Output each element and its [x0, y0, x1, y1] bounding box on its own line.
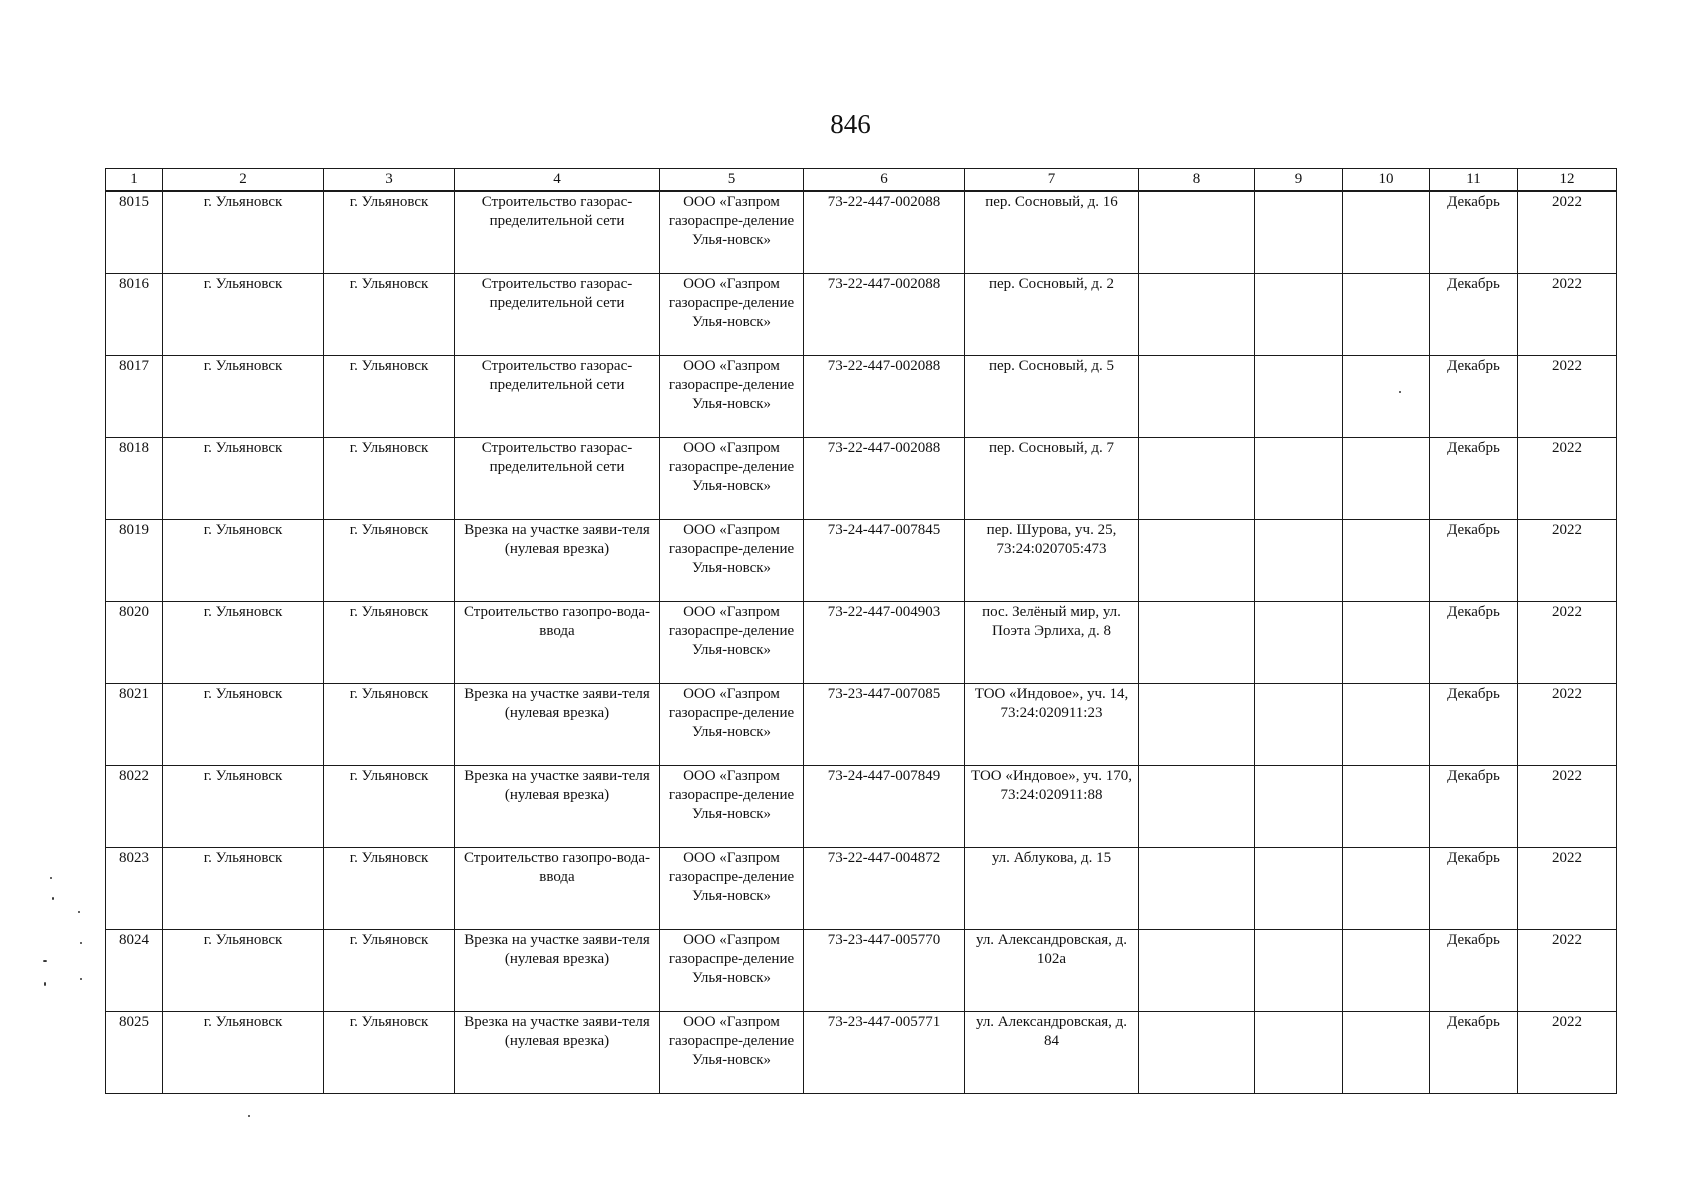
cell-col-2: г. Ульяновск	[163, 847, 324, 929]
column-header-8: 8	[1139, 169, 1255, 192]
cell-col-3: г. Ульяновск	[324, 519, 455, 601]
cell-col-10	[1343, 601, 1430, 683]
cell-col-3: г. Ульяновск	[324, 683, 455, 765]
cell-col-10	[1343, 1011, 1430, 1093]
cell-col-2: г. Ульяновск	[163, 519, 324, 601]
cell-col-7: ТОО «Индовое», уч. 14, 73:24:020911:23	[965, 683, 1139, 765]
cell-col-11: Декабрь	[1430, 929, 1518, 1011]
table-body	[106, 191, 1617, 1093]
cell-col-3: г. Ульяновск	[324, 1011, 455, 1093]
cell-col-2: г. Ульяновск	[163, 601, 324, 683]
table-row	[106, 601, 1617, 683]
column-header-6: 6	[804, 169, 965, 192]
cell-col-9	[1255, 437, 1343, 519]
cell-col-1: 8020	[106, 601, 163, 683]
cell-col-2: г. Ульяновск	[163, 683, 324, 765]
cell-col-5: ООО «Газпром газораспре-деление Улья-новск»	[660, 683, 804, 765]
cell-col-9	[1255, 847, 1343, 929]
cell-col-8	[1139, 1011, 1255, 1093]
scan-speck	[80, 978, 82, 980]
cell-col-6: 73-24-447-007849	[804, 765, 965, 847]
cell-col-4: Врезка на участке заяви-теля (нулевая врезка)	[455, 683, 660, 765]
cell-col-9	[1255, 519, 1343, 601]
cell-col-5: ООО «Газпром газораспре-деление Улья-новск»	[660, 191, 804, 273]
table-row	[106, 273, 1617, 355]
cell-col-10	[1343, 929, 1430, 1011]
column-header-11: 11	[1430, 169, 1518, 192]
cell-col-4: Врезка на участке заяви-теля (нулевая врезка)	[455, 929, 660, 1011]
cell-col-7: ул. Александровская, д. 102а	[965, 929, 1139, 1011]
cell-col-5: ООО «Газпром газораспре-деление Улья-новск»	[660, 929, 804, 1011]
cell-col-9	[1255, 355, 1343, 437]
cell-col-1: 8016	[106, 273, 163, 355]
cell-col-10	[1343, 355, 1430, 437]
cell-col-9	[1255, 191, 1343, 273]
cell-col-11: Декабрь	[1430, 273, 1518, 355]
cell-col-11: Декабрь	[1430, 1011, 1518, 1093]
cell-col-10	[1343, 683, 1430, 765]
cell-col-9	[1255, 765, 1343, 847]
column-header-2: 2	[163, 169, 324, 192]
cell-col-4: Строительство газопро-вода-ввода	[455, 601, 660, 683]
cell-col-4: Врезка на участке заяви-теля (нулевая врезка)	[455, 1011, 660, 1093]
cell-col-8	[1139, 273, 1255, 355]
cell-col-12: 2022	[1518, 1011, 1617, 1093]
cell-col-6: 73-22-447-002088	[804, 355, 965, 437]
column-header-5: 5	[660, 169, 804, 192]
column-header-4: 4	[455, 169, 660, 192]
column-header-1: 1	[106, 169, 163, 192]
table-row	[106, 191, 1617, 273]
cell-col-1: 8023	[106, 847, 163, 929]
cell-col-10	[1343, 273, 1430, 355]
cell-col-3: г. Ульяновск	[324, 437, 455, 519]
page-number: 846	[830, 109, 871, 139]
cell-col-12: 2022	[1518, 355, 1617, 437]
cell-col-12: 2022	[1518, 437, 1617, 519]
cell-col-4: Строительство газопро-вода-ввода	[455, 847, 660, 929]
cell-col-11: Декабрь	[1430, 355, 1518, 437]
cell-col-11: Декабрь	[1430, 437, 1518, 519]
cell-col-8	[1139, 437, 1255, 519]
cell-col-6: 73-22-447-004903	[804, 601, 965, 683]
cell-col-7: ул. Аблукова, д. 15	[965, 847, 1139, 929]
cell-col-9	[1255, 273, 1343, 355]
table-header	[106, 169, 1617, 192]
cell-col-1: 8015	[106, 191, 163, 273]
cell-col-9	[1255, 601, 1343, 683]
column-header-7: 7	[965, 169, 1139, 192]
cell-col-12: 2022	[1518, 273, 1617, 355]
table-row	[106, 683, 1617, 765]
table-row	[106, 1011, 1617, 1093]
cell-col-8	[1139, 683, 1255, 765]
scan-speck	[44, 982, 46, 986]
cell-col-11: Декабрь	[1430, 765, 1518, 847]
table-row	[106, 929, 1617, 1011]
scan-speck	[248, 1115, 250, 1117]
cell-col-7: пер. Сосновый, д. 2	[965, 273, 1139, 355]
cell-col-1: 8025	[106, 1011, 163, 1093]
cell-col-3: г. Ульяновск	[324, 273, 455, 355]
cell-col-3: г. Ульяновск	[324, 847, 455, 929]
cell-col-12: 2022	[1518, 683, 1617, 765]
cell-col-2: г. Ульяновск	[163, 273, 324, 355]
cell-col-5: ООО «Газпром газораспре-деление Улья-новск»	[660, 519, 804, 601]
table-row	[106, 765, 1617, 847]
cell-col-1: 8021	[106, 683, 163, 765]
scan-speck	[78, 911, 80, 913]
cell-col-2: г. Ульяновск	[163, 1011, 324, 1093]
cell-col-10	[1343, 765, 1430, 847]
cell-col-5: ООО «Газпром газораспре-деление Улья-новск»	[660, 765, 804, 847]
cell-col-12: 2022	[1518, 519, 1617, 601]
cell-col-7: пер. Шурова, уч. 25, 73:24:020705:473	[965, 519, 1139, 601]
cell-col-3: г. Ульяновск	[324, 601, 455, 683]
cell-col-2: г. Ульяновск	[163, 191, 324, 273]
cell-col-7: ТОО «Индовое», уч. 170, 73:24:020911:88	[965, 765, 1139, 847]
cell-col-5: ООО «Газпром газораспре-деление Улья-новск»	[660, 273, 804, 355]
scan-speck	[80, 942, 82, 944]
cell-col-10	[1343, 847, 1430, 929]
column-header-10: 10	[1343, 169, 1430, 192]
column-header-12: 12	[1518, 169, 1617, 192]
cell-col-4: Строительство газорас-пределительной сети	[455, 273, 660, 355]
cell-col-4: Врезка на участке заяви-теля (нулевая врезка)	[455, 519, 660, 601]
cell-col-1: 8018	[106, 437, 163, 519]
cell-col-7: пер. Сосновый, д. 16	[965, 191, 1139, 273]
scan-speck	[43, 960, 47, 962]
cell-col-1: 8017	[106, 355, 163, 437]
cell-col-10	[1343, 191, 1430, 273]
cell-col-6: 73-24-447-007845	[804, 519, 965, 601]
cell-col-1: 8024	[106, 929, 163, 1011]
table-row	[106, 355, 1617, 437]
cell-col-8	[1139, 519, 1255, 601]
column-header-9: 9	[1255, 169, 1343, 192]
cell-col-6: 73-22-447-002088	[804, 191, 965, 273]
cell-col-7: пер. Сосновый, д. 5	[965, 355, 1139, 437]
cell-col-2: г. Ульяновск	[163, 437, 324, 519]
cell-col-5: ООО «Газпром газораспре-деление Улья-новск»	[660, 437, 804, 519]
cell-col-5: ООО «Газпром газораспре-деление Улья-новск»	[660, 601, 804, 683]
table-row	[106, 437, 1617, 519]
cell-col-1: 8019	[106, 519, 163, 601]
table-row	[106, 519, 1617, 601]
cell-col-10	[1343, 437, 1430, 519]
register-table	[105, 168, 1617, 1094]
cell-col-11: Декабрь	[1430, 601, 1518, 683]
column-number-row	[106, 169, 1617, 192]
cell-col-6: 73-23-447-005771	[804, 1011, 965, 1093]
cell-col-11: Декабрь	[1430, 847, 1518, 929]
cell-col-6: 73-22-447-002088	[804, 273, 965, 355]
cell-col-7: пос. Зелёный мир, ул. Поэта Эрлиха, д. 8	[965, 601, 1139, 683]
cell-col-5: ООО «Газпром газораспре-деление Улья-новск»	[660, 847, 804, 929]
cell-col-3: г. Ульяновск	[324, 929, 455, 1011]
cell-col-8	[1139, 929, 1255, 1011]
cell-col-11: Декабрь	[1430, 683, 1518, 765]
cell-col-8	[1139, 765, 1255, 847]
cell-col-4: Строительство газорас-пределительной сети	[455, 191, 660, 273]
cell-col-10	[1343, 519, 1430, 601]
cell-col-5: ООО «Газпром газораспре-деление Улья-новск»	[660, 355, 804, 437]
cell-col-7: пер. Сосновый, д. 7	[965, 437, 1139, 519]
cell-col-9	[1255, 929, 1343, 1011]
cell-col-4: Строительство газорас-пределительной сети	[455, 437, 660, 519]
cell-col-12: 2022	[1518, 765, 1617, 847]
column-header-3: 3	[324, 169, 455, 192]
cell-col-9	[1255, 683, 1343, 765]
cell-col-3: г. Ульяновск	[324, 355, 455, 437]
cell-col-6: 73-22-447-004872	[804, 847, 965, 929]
scan-speck	[50, 877, 52, 879]
cell-col-4: Врезка на участке заяви-теля (нулевая врезка)	[455, 765, 660, 847]
cell-col-12: 2022	[1518, 929, 1617, 1011]
cell-col-3: г. Ульяновск	[324, 191, 455, 273]
cell-col-5: ООО «Газпром газораспре-деление Улья-новск»	[660, 1011, 804, 1093]
cell-col-12: 2022	[1518, 847, 1617, 929]
cell-col-2: г. Ульяновск	[163, 355, 324, 437]
cell-col-3: г. Ульяновск	[324, 765, 455, 847]
cell-col-4: Строительство газорас-пределительной сети	[455, 355, 660, 437]
scan-speck	[52, 897, 54, 900]
cell-col-12: 2022	[1518, 191, 1617, 273]
cell-col-8	[1139, 601, 1255, 683]
cell-col-11: Декабрь	[1430, 519, 1518, 601]
cell-col-11: Декабрь	[1430, 191, 1518, 273]
cell-col-12: 2022	[1518, 601, 1617, 683]
cell-col-7: ул. Александровская, д. 84	[965, 1011, 1139, 1093]
cell-col-6: 73-23-447-007085	[804, 683, 965, 765]
cell-col-6: 73-22-447-002088	[804, 437, 965, 519]
cell-col-8	[1139, 191, 1255, 273]
scan-speck	[1399, 391, 1401, 393]
cell-col-9	[1255, 1011, 1343, 1093]
table-row	[106, 847, 1617, 929]
cell-col-6: 73-23-447-005770	[804, 929, 965, 1011]
cell-col-2: г. Ульяновск	[163, 929, 324, 1011]
cell-col-2: г. Ульяновск	[163, 765, 324, 847]
cell-col-8	[1139, 355, 1255, 437]
cell-col-8	[1139, 847, 1255, 929]
cell-col-1: 8022	[106, 765, 163, 847]
